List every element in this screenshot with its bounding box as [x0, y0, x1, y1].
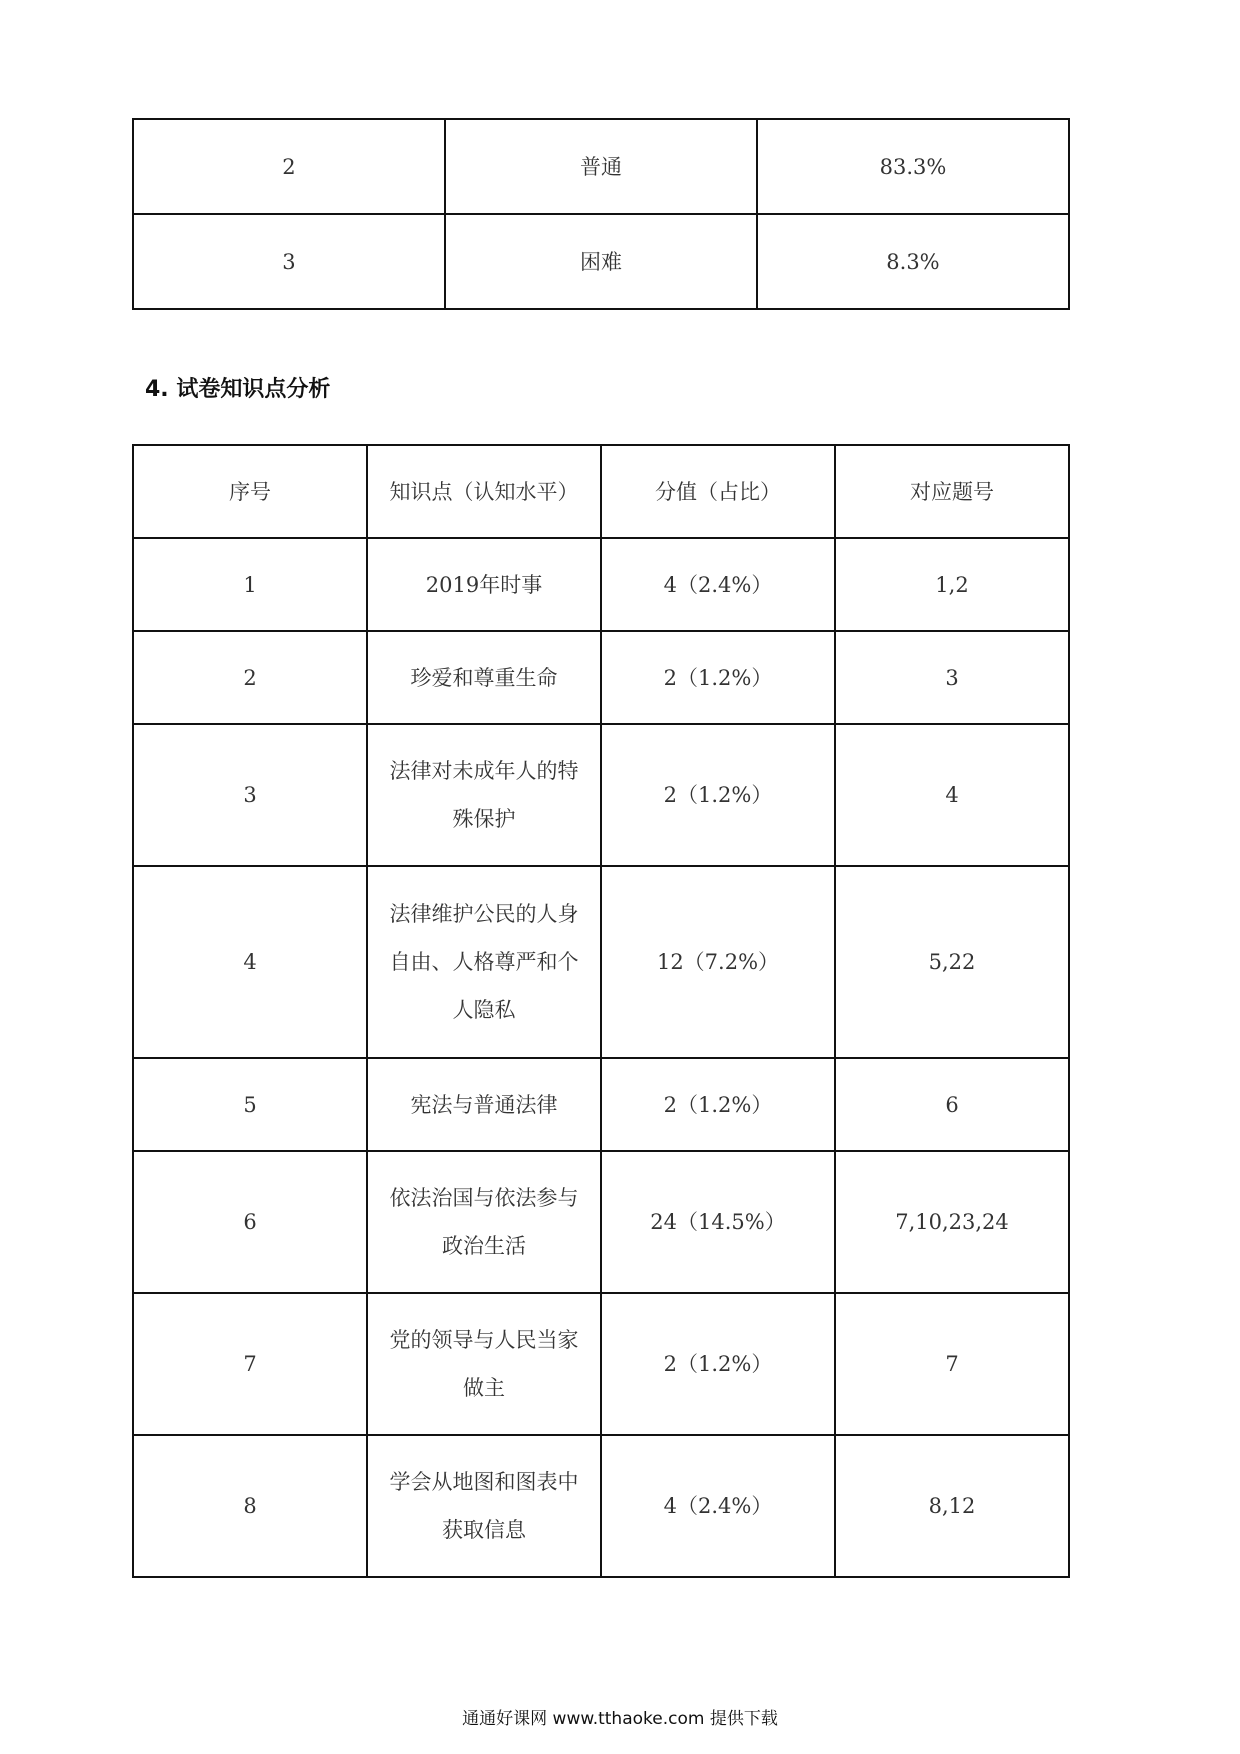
- question-numbers-cell: 6: [835, 1058, 1069, 1151]
- table-row: [133, 1293, 1069, 1435]
- table-row: [133, 866, 1069, 1058]
- topic-cell: 法律维护公民的人身自由、人格尊严和个人隐私: [367, 866, 601, 1058]
- page-footer: 通通好课网 www.tthaoke.com 提供下载: [462, 1709, 778, 1729]
- row-number: 1: [133, 538, 367, 631]
- topic-cell: 2019年时事: [367, 538, 601, 631]
- header-index: 序号: [133, 445, 367, 538]
- topic-cell: 宪法与普通法律: [367, 1058, 601, 1151]
- score-cell: 2（1.2%）: [601, 1058, 835, 1151]
- section-heading: 4. 试卷知识点分析: [145, 377, 331, 402]
- row-number: 7: [133, 1293, 367, 1435]
- score-cell: 24（14.5%）: [601, 1151, 835, 1293]
- table-row: [133, 1151, 1069, 1293]
- topic-cell: 依法治国与依法参与政治生活: [367, 1151, 601, 1293]
- question-numbers-cell: 5,22: [835, 866, 1069, 1058]
- row-number: 3: [133, 214, 445, 309]
- row-number: 8: [133, 1435, 367, 1577]
- difficulty-table: [132, 118, 1070, 310]
- row-number: 2: [133, 119, 445, 214]
- question-numbers-cell: 3: [835, 631, 1069, 724]
- difficulty-level: 困难: [445, 214, 757, 309]
- score-cell: 2（1.2%）: [601, 631, 835, 724]
- topic-cell: 学会从地图和图表中获取信息: [367, 1435, 601, 1577]
- table-row: [133, 724, 1069, 866]
- table-header-row: [133, 445, 1069, 538]
- row-number: 6: [133, 1151, 367, 1293]
- question-numbers-cell: 1,2: [835, 538, 1069, 631]
- question-numbers-cell: 4: [835, 724, 1069, 866]
- difficulty-percent: 83.3%: [757, 119, 1069, 214]
- header-score: 分值（占比）: [601, 445, 835, 538]
- row-number: 3: [133, 724, 367, 866]
- score-cell: 12（7.2%）: [601, 866, 835, 1058]
- difficulty-percent: 8.3%: [757, 214, 1069, 309]
- header-topic: 知识点（认知水平）: [367, 445, 601, 538]
- score-cell: 2（1.2%）: [601, 1293, 835, 1435]
- knowledge-point-table: [132, 444, 1070, 1578]
- table-row: [133, 214, 1069, 309]
- row-number: 5: [133, 1058, 367, 1151]
- table-row: [133, 631, 1069, 724]
- question-numbers-cell: 7,10,23,24: [835, 1151, 1069, 1293]
- table-row: [133, 119, 1069, 214]
- score-cell: 2（1.2%）: [601, 724, 835, 866]
- row-number: 2: [133, 631, 367, 724]
- topic-cell: 法律对未成年人的特殊保护: [367, 724, 601, 866]
- score-cell: 4（2.4%）: [601, 538, 835, 631]
- table-row: [133, 1058, 1069, 1151]
- row-number: 4: [133, 866, 367, 1058]
- score-cell: 4（2.4%）: [601, 1435, 835, 1577]
- topic-cell: 珍爱和尊重生命: [367, 631, 601, 724]
- topic-cell: 党的领导与人民当家做主: [367, 1293, 601, 1435]
- table-row: [133, 538, 1069, 631]
- difficulty-level: 普通: [445, 119, 757, 214]
- header-questions: 对应题号: [835, 445, 1069, 538]
- question-numbers-cell: 8,12: [835, 1435, 1069, 1577]
- question-numbers-cell: 7: [835, 1293, 1069, 1435]
- table-row: [133, 1435, 1069, 1577]
